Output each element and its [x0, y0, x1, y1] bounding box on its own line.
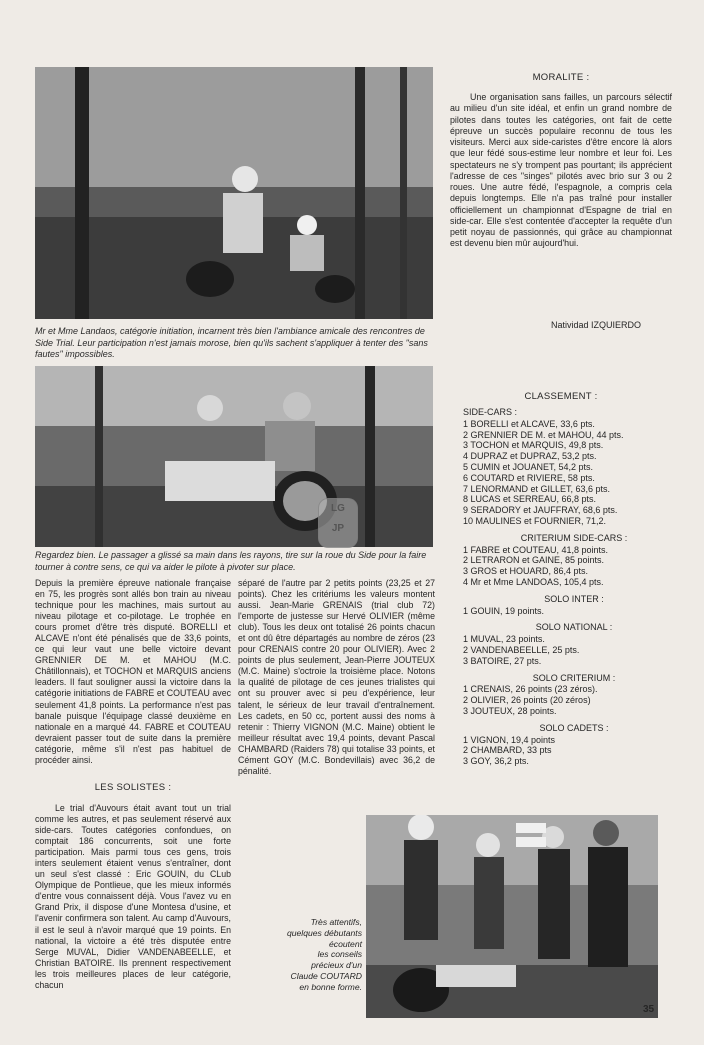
- classement-entry: 1 CRENAIS, 26 points (23 zéros).: [463, 684, 598, 695]
- author-signature: Natividad IZQUIERDO: [551, 320, 642, 330]
- classement-entry: 6 COUTARD et RIVIERE, 58 pts.: [463, 472, 595, 483]
- classement-entry: 4 Mr et Mme LANDOAS, 105,4 pts.: [463, 576, 604, 587]
- photo2-caption: Regardez bien. Le passager a glissé sa main dans les rayons, tire sur la roue du Side pour la faire tourner à contre sens, ce qui va aider le pilote à pivoter sur place.: [35, 550, 427, 572]
- classement-section-title: SOLO CADETS :: [539, 722, 609, 733]
- classement-section-title: CRITERIUM SIDE-CARS :: [520, 532, 628, 543]
- classement-entry: 3 GOY, 36,2 pts.: [463, 756, 529, 767]
- article-col1-solistes: Le trial d'Auvours était avant tout un trial comme les autres, et pas seulement réservé aux side-cars. Toutes catégories confondues, on comptait 186 concurrents, soit une forte participation. Mais parmi tous ces gens, trois inters seulement étaient venus s'entraîner, dont un seul s'est classé : Eric GOUIN, du CLub Olympique de Pontlieue, que les mieux informés d'entre vous connaissent déjà. Vous l'avez vu en Grand Prix, il dispose d'une Montesa d'usine, et l'avenir confirmera son talent. Au camp d'Auvours, il est le seul à n'avoir marqué que 19 points. En national, la victoire a été très disputée entre Serge MUVAL, Didier VANDENABEELLE, et Christian BATOIRE. Ils prennent respectivement les trois meilleures places de leur catégorie, chacun: [35, 803, 231, 990]
- article-col1-intro: Depuis la première épreuve nationale française en 75, les progrès sont allés bon train au niveau technique pour les machines, mais surtout au niveau pilotage et co-pilotage. Le trophée en cours promet d'être très disputé. BORELLI et ALCAVE n'ont été pénalisés que de 33,6 points, ce qui leur vaut une belle victoire devant GRENNIER DE M. et MAHOU (M.C. Châtillonnais), et TOCHON et MARQUIS anciens leaders. Il faut souligner aussi la victoire dans la catégorie initiations de FABRE et COUTEAU avec seulement 41,8 points. La performance n'est pas banale puisque l'équipage classé deuxième en nationale en a marqué 44. FABRE et COUTEAU devraient passer tout de suite dans la première catégorie, même s'il n'est pas habituel de procéder ainsi.: [35, 578, 231, 765]
- classement-section-title: SIDE-CARS :: [463, 407, 518, 417]
- classement-results: [463, 405, 685, 767]
- photo1-caption: Mr et Mme Landaos, catégorie initiation, incarnent très bien l'ambiance amicale des rencontres de Side Trial. Leur participation n'est jamais morose, bien qu'ils sachent s'appliquer à tenter des "sans fautes" impossibles.: [35, 326, 428, 359]
- classement-heading: CLASSEMENT :: [524, 391, 598, 402]
- photo3-caption: Très attentifs, quelques débutants écoutent les conseils précieux d'un Claude COUTARD en bonne forme.: [286, 917, 362, 992]
- classement-entry: 9 SERADORY et JAUFFRAY, 68,6 pts.: [463, 505, 618, 516]
- classement-section-title: SOLO INTER :: [544, 593, 604, 604]
- classement-entry: 1 MUVAL, 23 points.: [463, 634, 545, 645]
- classement-entry: 4 DUPRAZ et DUPRAZ, 53,2 pts.: [463, 451, 597, 462]
- classement-entry: 1 VIGNON, 19,4 points: [463, 734, 556, 745]
- classement-entry: 1 FABRE et COUTEAU, 41,8 points.: [463, 544, 609, 555]
- classement-section-title: SOLO CRITERIUM :: [532, 672, 616, 683]
- classement-entry: 1 BORELLI et ALCAVE, 33,6 pts.: [463, 418, 595, 429]
- classement-entry: 10 MAULINES et FOURNIER, 71,2.: [463, 515, 607, 526]
- lgjp-watermark-stamp: LG JP: [318, 498, 358, 548]
- classement-entry: 7 LENORMAND et GILLET, 63,6 pts.: [463, 483, 611, 494]
- classement-entry: 2 VANDENABEELLE, 25 pts.: [463, 644, 580, 655]
- moralite-body: Une organisation sans failles, un parcours sélectif au milieu d'un site idéal, et enfin un grand nombre de pilotes dans toutes les catégories, ont fait de cette épreuve un succès populaire reconnu de tous les visiteurs. Merci aux side-caristes d'être encore là alors que leur fédé sous-estime leur nombre et leur foi. Les spectateurs ne s'y trompent pas pourtant; ils apprécient l'adresse de ces "singes" pilotés avec brio sur 3 ou 2 roues. Une autre fédé, l'espagnole, a compris cela depuis longtemps. Elle n'a pas traîné pour installer officiellement un championnat d'Espagne de trial en side-car. Elle s'est contentée d'accepter la requête d'un petit noyau de passionnés, qui grâce au championnat est devenu bien mûr aujourd'hui.: [450, 92, 672, 249]
- classement-entry: 3 GROS et HOUARD, 86,4 pts.: [463, 566, 589, 577]
- moralite-heading: MORALITE :: [532, 72, 590, 83]
- page-number: 35: [643, 1004, 655, 1015]
- classement-entry: 8 LUCAS et SERREAU, 66,8 pts.: [463, 494, 597, 505]
- classement-entry: 3 TOCHON et MARQUIS, 49,8 pts.: [463, 440, 604, 451]
- photo-sidecar-passenger: [35, 366, 433, 547]
- solistes-heading: LES SOLISTES :: [94, 782, 172, 793]
- classement-entry: 2 GRENNIER DE M. et MAHOU, 44 pts.: [463, 429, 624, 440]
- photo-coutard-advice: [366, 815, 658, 1018]
- photo-landaos-initiation: [35, 67, 433, 319]
- classement-entry: 2 LETRARON et GAINE, 85 points.: [463, 555, 605, 566]
- classement-entry: 3 BATOIRE, 27 pts.: [463, 655, 542, 666]
- classement-entry: 1 GOUIN, 19 points.: [463, 605, 545, 616]
- classement-entry: 3 JOUTEUX, 28 points.: [463, 705, 557, 716]
- classement-entry: 2 CHAMBARD, 33 pts: [463, 745, 552, 756]
- classement-section-title: SOLO NATIONAL :: [535, 622, 613, 633]
- classement-entry: 2 OLIVIER, 26 points (20 zéros): [463, 695, 591, 706]
- classement-entry: 5 CUMIN et JOUANET, 54,2 pts.: [463, 461, 594, 472]
- article-col2: séparé de l'autre par 2 petits points (23,25 et 27 points). Chez les critériums les valeurs montent aussi. Jean-Marie GRENAIS (trial club 72) l'emporte de justesse sur Hervé OLIVIER (même club). Tous les deux ont totalisé 26 points chacun et ont dû être départagés au nombre de zéros (23 pour CRENAIS contre 20 pour OLIVIER). Avec 2 points de plus seulement, Jean-Pierre JOUTEUX (M.C. Maine) s'octroie la troisième place. Notons la qualité de pilotage de ces jeunes trialistes qui ont su prouver avec si peu d'expérience, leur talent, le sérieux de leur travail d'entraînement. Les cadets, en 50 cc, portent aussi des noms à retenir : Thierry VIGNON (M.C. Maine) obtient le meilleur résultat avec 19,4 points, devant Pascal CHAMBARD (Raiders 78) qui totalise 33 points, et Cément GOY (M.C. Bondevillais) avec 36,2 de pénalité.: [238, 578, 435, 776]
